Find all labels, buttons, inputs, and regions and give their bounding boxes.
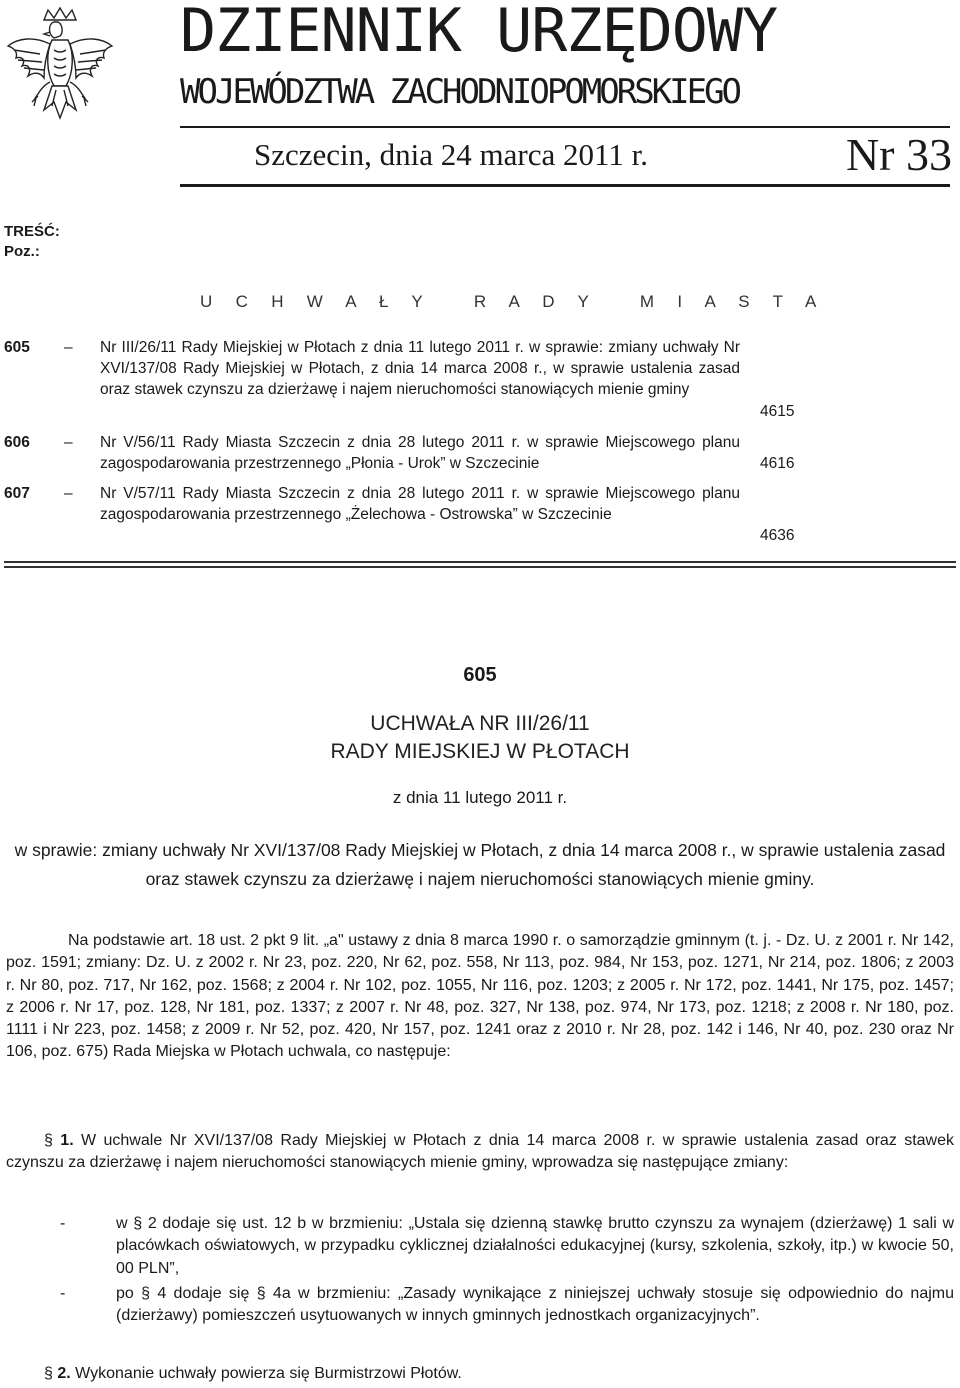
list-dash: - bbox=[60, 1215, 66, 1232]
document-preamble bbox=[6, 930, 954, 1064]
toc-entry-text: Nr V/56/11 Rady Miasta Szczecin z dnia 28 lutego 2011 r. w sprawie Miejscowego planu zagospodarowania przestrzennego „Płonia - Urok” w Szczecinie bbox=[100, 434, 740, 472]
preamble-text: Na podstawie art. 18 ust. 2 pkt 9 lit. „a" ustawy z dnia 8 marca 1990 r. o samorządzie gminnym (t. j. - Dz. U. z 2001 r. Nr 142, poz. 1591; zmiany: Dz. U. z 2002 r. Nr 23, poz. 220, Nr 62, poz. 558, Nr 113, poz. 984, Nr 153, poz. 1271, Nr 214, poz. 1806; z 2003 r. Nr 80, poz. 717, Nr 162, poz. 1568; z 2004 r. Nr 102, poz. 1055, Nr 116, poz. 1203; z 2005 r. Nr 172, poz. 1441, Nr 175, poz. 1457; z 2006 r. Nr 17, poz. 128, Nr 181, poz. 1337; z 2007 r. Nr 48, poz. 327, Nr 138, poz. 974, Nr 173, poz. 1218; z 2008 r. Nr 180, poz. 1111 i Nr 223, poz. 1458; z 2009 r. Nr 52, poz. 420, Nr 157, poz. 1241 oraz z 2010 r. Nr 28, poz. 142 i 146, Nr 40, poz. 230 oraz Nr 106, poz. 675) Rada Miejska w Płotach uchwala, co następuje: bbox=[6, 932, 954, 1061]
paragraph-number: 1. bbox=[60, 1132, 74, 1149]
toc-entry-605[interactable] bbox=[4, 337, 956, 421]
document-title-line-1: UCHWAŁA NR III/26/11 bbox=[370, 712, 590, 735]
section-sign: § bbox=[44, 1132, 53, 1149]
toc-heading bbox=[4, 222, 60, 262]
toc-entry-page: 4616 bbox=[760, 455, 795, 472]
document-title-line-2: RADY MIEJSKIEJ W PŁOTACH bbox=[330, 740, 630, 763]
paragraph-text: Wykonanie uchwały powierza się Burmistrzowi Płotów. bbox=[75, 1365, 462, 1382]
toc-section-title: U C H W A Ł Y R A D Y M I A S T A bbox=[200, 292, 826, 311]
list-dash: - bbox=[60, 1285, 66, 1302]
paragraph-1 bbox=[6, 1130, 954, 1175]
toc-entry-page: 4636 bbox=[760, 527, 795, 544]
change-text: po § 4 dodaje się § 4a w brzmieniu: „Zasady wynikające z niniejszej uchwały stosuje się odpowiednio do najmu (dzierżawy) pomieszczeń usytuowanych w innych gminnych jednostkach organizacyjnych”. bbox=[116, 1285, 954, 1325]
toc-entry-dash: – bbox=[64, 339, 73, 356]
masthead-rule-bottom bbox=[180, 184, 950, 187]
issue-number: Nr 33 bbox=[845, 129, 952, 180]
section-sign: § bbox=[44, 1365, 53, 1382]
toc-entry-page: 4615 bbox=[760, 403, 795, 420]
document-number: 605 bbox=[463, 664, 497, 686]
toc-entry-text: Nr III/26/11 Rady Miejskiej w Płotach z dnia 11 lutego 2011 r. w sprawie: zmiany uchwały Nr XVI/137/08 Rady Miejskiej w Płotach, z dnia 14 marca 2008 r., w sprawie ustalenia zasad oraz stawek czynszu za dzierżawę i najem nieruchomości stanowiących mienie gminy bbox=[100, 339, 740, 398]
toc-entry-text: Nr V/57/11 Rady Miasta Szczecin z dnia 28 lutego 2011 r. w sprawie Miejscowego planu zagospodarowania przestrzennego „Żelechowa - Ostrowska” w Szczecinie bbox=[100, 485, 740, 523]
issue-date: Szczecin, dnia 24 marca 2011 r. bbox=[254, 137, 648, 172]
toc-entry-607[interactable] bbox=[4, 483, 956, 546]
masthead-rule-top bbox=[180, 126, 950, 128]
coat-of-arms-eagle-icon bbox=[4, 6, 116, 128]
document-subject: w sprawie: zmiany uchwały Nr XVI/137/08 Rady Miejskiej w Płotach, z dnia 14 marca 2008 r., w sprawie ustalenia zasad oraz stawek czynszu za dzierżawę i najem nieruchomości stanowiących mienie gminy. bbox=[14, 840, 946, 889]
divider-rule bbox=[4, 561, 956, 563]
toc-entry-number: 606 bbox=[4, 434, 30, 451]
toc-entry-number: 607 bbox=[4, 485, 30, 502]
paragraph-number: 2. bbox=[57, 1365, 71, 1382]
toc-position-label: Poz.: bbox=[4, 243, 40, 260]
toc-entry-dash: – bbox=[64, 434, 73, 451]
paragraph-2 bbox=[6, 1363, 954, 1385]
change-text: w § 2 dodaje się ust. 12 b w brzmieniu: „Ustala się dzienną stawkę brutto czynszu za wynajem (dzierżawę) 1 sali w placówkach oświatowych, w przypadku cyklicznej działalności edukacyjnej (kursy, szkolenia, szkoły, itp.) w kwocie 50, 00 PLN”, bbox=[116, 1215, 954, 1277]
document-date: z dnia 11 lutego 2011 r. bbox=[392, 788, 568, 807]
paragraph-text: W uchwale Nr XVI/137/08 Rady Miejskiej w Płotach z dnia 14 marca 2008 r. w sprawie ustalenia zasad oraz stawek czynszu za dzierżawę i najem nieruchomości stanowiących mienie gminy, wprowadza się następujące zmiany: bbox=[6, 1132, 955, 1172]
masthead-title: DZIENNIK URZĘDOWY bbox=[180, 0, 778, 66]
toc-heading-label: TREŚĆ: bbox=[4, 223, 60, 240]
divider-rule bbox=[4, 566, 956, 568]
toc-entry-number: 605 bbox=[4, 339, 30, 356]
toc-entry-606[interactable] bbox=[4, 432, 956, 474]
toc-entry-dash: – bbox=[64, 485, 73, 502]
masthead-subtitle: WOJEWÓDZTWA ZACHODNIOPOMORSKIEGO bbox=[180, 72, 740, 112]
